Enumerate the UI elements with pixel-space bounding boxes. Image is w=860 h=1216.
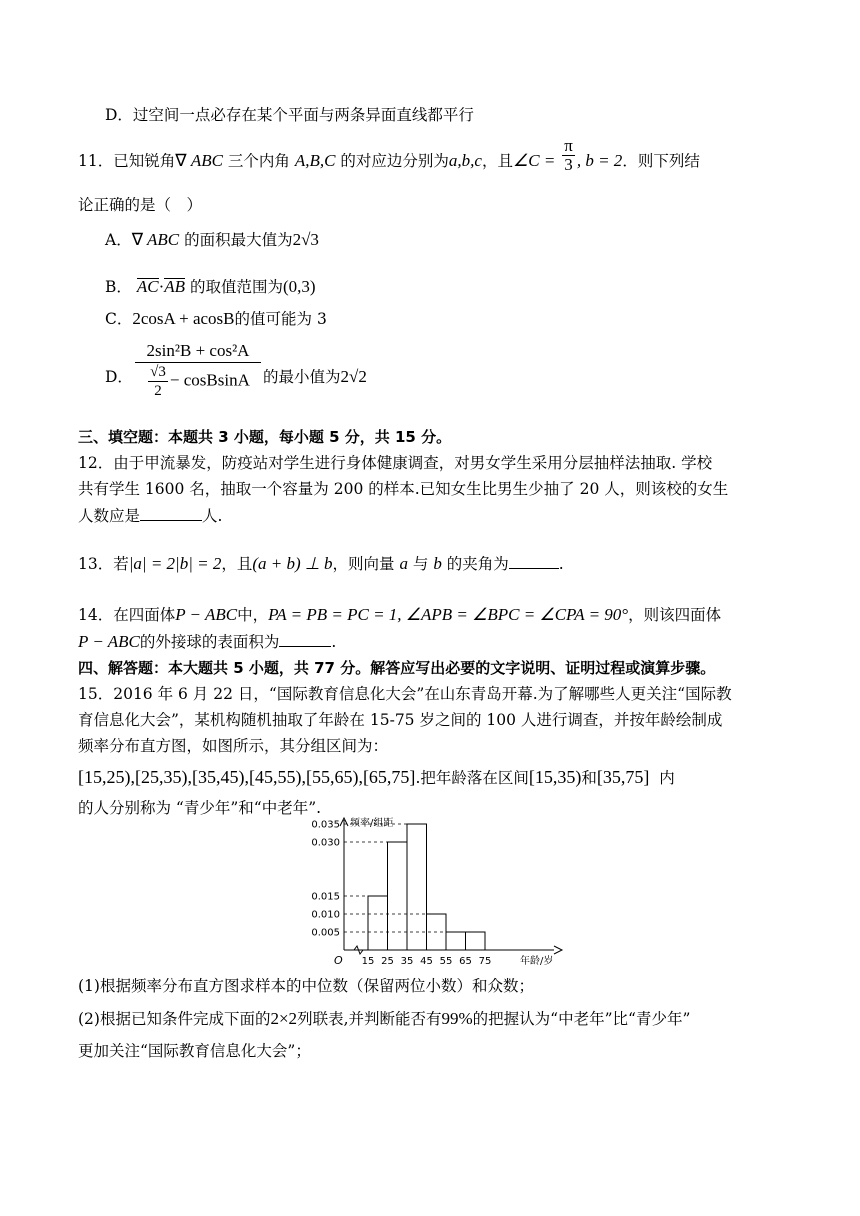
histogram-bar [368, 896, 388, 950]
option-value: 2√2 [340, 367, 367, 386]
section3-heading: 三、填空题：本题共 3 小题，每小题 5 分，共 15 分。 [78, 428, 452, 446]
q11-text: 的对应边分别为 [340, 152, 449, 170]
answer-blank [140, 504, 202, 521]
option-value: (0,3) [282, 277, 316, 296]
q15-line1: 15．2016 年 6 月 22 日，“国际教育信息化大会”在山东青岛开幕.为了解哪些人更关注“国际教 [78, 685, 732, 703]
q15-text: 和 [581, 769, 597, 787]
q15-part2-line2: 更加关注“国际教育信息化大会”； [78, 1042, 311, 1060]
q11-option-a [105, 229, 319, 251]
frac-num: √3 [150, 364, 166, 380]
option-d-tail [263, 366, 367, 388]
interval-elder: [35,75] [596, 767, 650, 787]
q15-text: (2)根据已知条件完成下面的 [78, 1010, 271, 1028]
q11-angles: A,B,C [294, 151, 336, 170]
pi-over-3 [562, 137, 575, 174]
q13-text: 与 [412, 555, 429, 573]
q14-line1 [78, 604, 721, 626]
vector-a: a [399, 554, 408, 573]
y-tick-label: 0.010 [311, 909, 340, 921]
histogram-bar [466, 932, 486, 950]
y-tick-label: 0.030 [311, 837, 340, 849]
q15-line4 [78, 766, 675, 789]
frac-den: 3 [564, 154, 573, 174]
q14-text: 中， [237, 606, 269, 624]
option-label: A． [105, 231, 132, 249]
q14-condition: PA = PB = PC = 1, ∠APB = ∠BPC = ∠CPA = 90° [268, 605, 629, 624]
table-size: 2×2 [270, 1009, 298, 1028]
q11-option-b [105, 276, 316, 298]
q14-text: 14．在四面体 [78, 606, 176, 624]
q13-text: . [558, 555, 564, 573]
origin-label: O [334, 954, 343, 967]
q13-line [78, 552, 564, 575]
q13-text: 的夹角为 [446, 555, 509, 573]
q14-text: . [331, 633, 337, 651]
q12-line3 [78, 504, 222, 527]
x-tick-label: 75 [478, 956, 492, 967]
dot-operator: · [158, 277, 165, 296]
q15-part1: (1)根据频率分布直方图求样本的中位数（保留两位小数）和众数； [78, 977, 534, 995]
option-text: 的值可能为 3 [234, 310, 327, 328]
fraction-numerator: 2sin²B + cos²A [135, 340, 261, 363]
option-expression: 2cosA + acosB [132, 309, 235, 328]
q11-b-eq: , b = 2 [576, 151, 623, 170]
x-axis-arrow [554, 946, 562, 954]
option-text: 的面积最大值为 [184, 231, 293, 249]
frac-num: π [564, 135, 573, 155]
q15-line5: 的人分别称为 “青少年”和“中老年”. [78, 799, 322, 817]
triangle-abc: ABC [143, 230, 180, 249]
q12-text: 人. [202, 507, 223, 525]
y-tick-label: 0.005 [311, 927, 340, 939]
q15-line2: 育信息化大会”，某机构随机抽取了年龄在 15-75 岁之间的 100 人进行调查，并按年龄绘制成 [78, 711, 723, 729]
frequency-histogram [298, 814, 570, 970]
q13-expression: (a + b) ⊥ b [252, 554, 333, 573]
q11-text: ．则下列结 [622, 152, 700, 170]
q13-text: ，且 [221, 555, 253, 573]
q14-p-abc: P − ABC [78, 632, 140, 651]
confidence-percent: 99% [441, 1009, 473, 1028]
triangle-abc: ABC [186, 151, 223, 170]
x-tick-label: 55 [439, 956, 453, 967]
x-tick-label: 65 [459, 956, 472, 967]
q14-line2 [78, 630, 336, 653]
y-tick-label: 0.035 [311, 819, 340, 831]
q11-angle-c: ∠C = [512, 151, 556, 170]
triangle-symbol: ∇ [175, 151, 187, 170]
q15-text: .把年龄落在区间 [415, 769, 529, 787]
option-value: 2√3 [292, 230, 319, 249]
interval-youth: [15,35) [528, 767, 582, 787]
q12-line1: 12．由于甲流暴发，防疫站对学生进行身体健康调查，对男女学生采用分层抽样法抽取. 学校 [78, 454, 713, 472]
vector-ab: AB [164, 277, 186, 296]
group-intervals: [15,25),[25,35),[35,45),[45,55),[55,65),[65,75] [78, 767, 416, 787]
option-d-fraction [135, 340, 261, 400]
q11-text: ，且 [481, 152, 513, 170]
x-axis-label: 年龄/岁 [520, 956, 554, 967]
q15-text: 列联表,并判断能否有 [297, 1010, 442, 1028]
option-label: B． [105, 278, 132, 296]
answer-blank [509, 552, 559, 569]
option-label: D． [105, 368, 133, 386]
vector-b: b [433, 554, 442, 573]
q11-stem-line2: 论正确的是（ ） [78, 196, 203, 214]
q14-text: 的外接球的表面积为 [139, 633, 280, 651]
q11-stem-line1 [78, 135, 700, 174]
histogram-bar [388, 842, 408, 950]
histogram-bar [446, 932, 466, 950]
option-text: 的取值范围为 [189, 278, 283, 296]
q13-text: ，则向量 [332, 555, 395, 573]
option-label: C． [105, 310, 133, 328]
y-tick-label: 0.015 [311, 891, 340, 903]
x-tick-label: 45 [420, 956, 433, 967]
vector-ac: AC [136, 277, 159, 296]
section4-heading: 四、解答题：本大题共 5 小题，共 77 分。解答应写出必要的文字说明、证明过程或演算步骤。 [78, 659, 716, 677]
x-tick-label: 35 [400, 956, 414, 967]
x-tick-label: 15 [361, 956, 375, 967]
q15-line3: 频率分布直方图，如图所示，其分组区间为： [78, 737, 389, 755]
y-axis-label: 频率/组距 [350, 818, 394, 829]
q11-number: 11．已知锐角 [78, 152, 176, 170]
q12-line2: 共有学生 1600 名，抽取一个容量为 200 的样本.已知女生比男生少抽了 20 人，则该校的女生 [78, 480, 729, 498]
fraction-denominator [135, 363, 261, 400]
sqrt3-over-2 [148, 363, 168, 400]
q15-text: 的把握认为“中老年”比“青少年” [472, 1010, 691, 1028]
q12-text: 人数应是 [78, 507, 141, 525]
q15-part2-line1 [78, 1008, 690, 1030]
option-text: 的最小值为 [263, 368, 341, 386]
q10-option-d: D．过空间一点必存在某个平面与两条异面直线都平行 [105, 106, 474, 124]
den-rest: − cosBsinA [169, 370, 250, 390]
q14-p-abc: P − ABC [175, 605, 238, 624]
answer-blank [279, 630, 331, 647]
histogram-bar [407, 824, 427, 950]
x-tick-label: 25 [381, 956, 394, 967]
frac-den: 2 [154, 383, 162, 399]
q15-text: 内 [659, 769, 675, 787]
q13-expression: |a| = 2|b| = 2 [128, 554, 222, 573]
q11-option-c [105, 308, 327, 330]
q11-sides: a,b,c [448, 151, 482, 170]
q13-text: 13．若 [78, 555, 129, 573]
q14-text: ，则该四面体 [628, 606, 722, 624]
q11-text: 三个内角 [227, 152, 290, 170]
triangle-symbol: ∇ [131, 230, 144, 249]
